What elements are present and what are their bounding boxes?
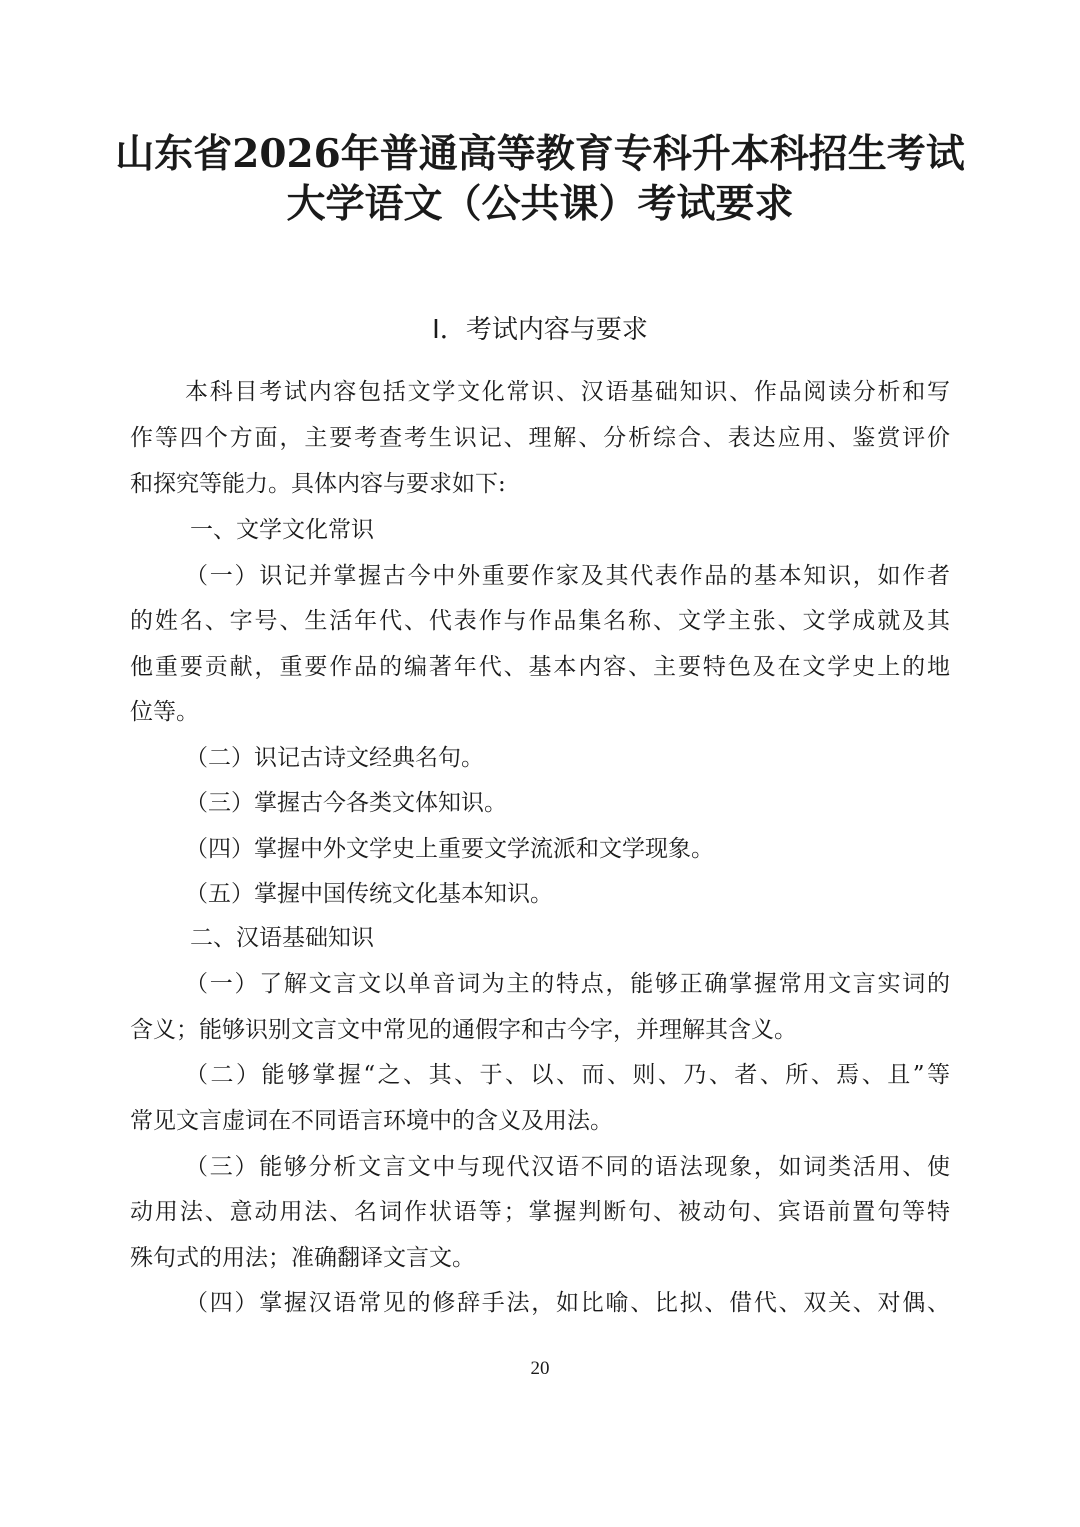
part2-item1-line-1: （一）了解文言文以单音词为主的特点，能够正确掌握常用文言实词的 xyxy=(185,971,950,997)
part1-item1-line-1: （一）识记并掌握古今中外重要作家及其代表作品的基本知识，如作者 xyxy=(185,563,950,589)
part2-item3-line-2: 动用法、意动用法、名词作状语等；掌握判断句、被动句、宾语前置句等特 xyxy=(130,1199,950,1225)
part1-item1-line-4: 位等。 xyxy=(130,699,199,725)
part1-item1-line-2: 的姓名、字号、生活年代、代表作与作品集名称、文学主张、文学成就及其 xyxy=(130,608,950,634)
part1-item1-line-3: 他重要贡献，重要作品的编著年代、基本内容、主要特色及在文学史上的地 xyxy=(130,654,950,680)
document-title-line1: 山东省2026年普通高等教育专科升本科招生考试 xyxy=(115,131,965,177)
part2-heading: 二、汉语基础知识 xyxy=(190,925,374,951)
part1-item2: （二）识记古诗文经典名句。 xyxy=(185,745,484,771)
part2-item2-line-1: （二）能够掌握“之、其、于、以、而、则、乃、者、所、焉、且”等 xyxy=(185,1062,950,1088)
intro-line-3: 和探究等能力。具体内容与要求如下: xyxy=(130,471,506,497)
part2-item2-line-2: 常见文言虚词在不同语言环境中的含义及用法。 xyxy=(130,1108,613,1134)
intro-line-1: 本科目考试内容包括文学文化常识、汉语基础知识、作品阅读分析和写 xyxy=(185,379,950,405)
part1-item4: （四）掌握中外文学史上重要文学流派和文学现象。 xyxy=(185,836,714,862)
part1-item5: （五）掌握中国传统文化基本知识。 xyxy=(185,881,553,907)
part2-item1-line-2: 含义；能够识别文言文中常见的通假字和古今字，并理解其含义。 xyxy=(130,1017,797,1043)
part2-item3-line-1: （三）能够分析文言文中与现代汉语不同的语法现象，如词类活用、使 xyxy=(185,1154,950,1180)
page-number: 20 xyxy=(530,1358,550,1379)
intro-line-2: 作等四个方面，主要考查考生识记、理解、分析综合、表达应用、鉴赏评价 xyxy=(130,425,950,451)
part2-item4-line-1: （四）掌握汉语常见的修辞手法，如比喻、比拟、借代、双关、对偶、 xyxy=(185,1290,950,1316)
section-heading: Ⅰ．考试内容与要求 xyxy=(432,315,648,345)
part1-heading: 一、文学文化常识 xyxy=(190,517,374,543)
part2-item3-line-3: 殊句式的用法；准确翻译文言文。 xyxy=(130,1245,475,1271)
document-title-line2: 大学语文（公共课）考试要求 xyxy=(286,181,794,227)
part1-item3: （三）掌握古今各类文体知识。 xyxy=(185,790,507,816)
